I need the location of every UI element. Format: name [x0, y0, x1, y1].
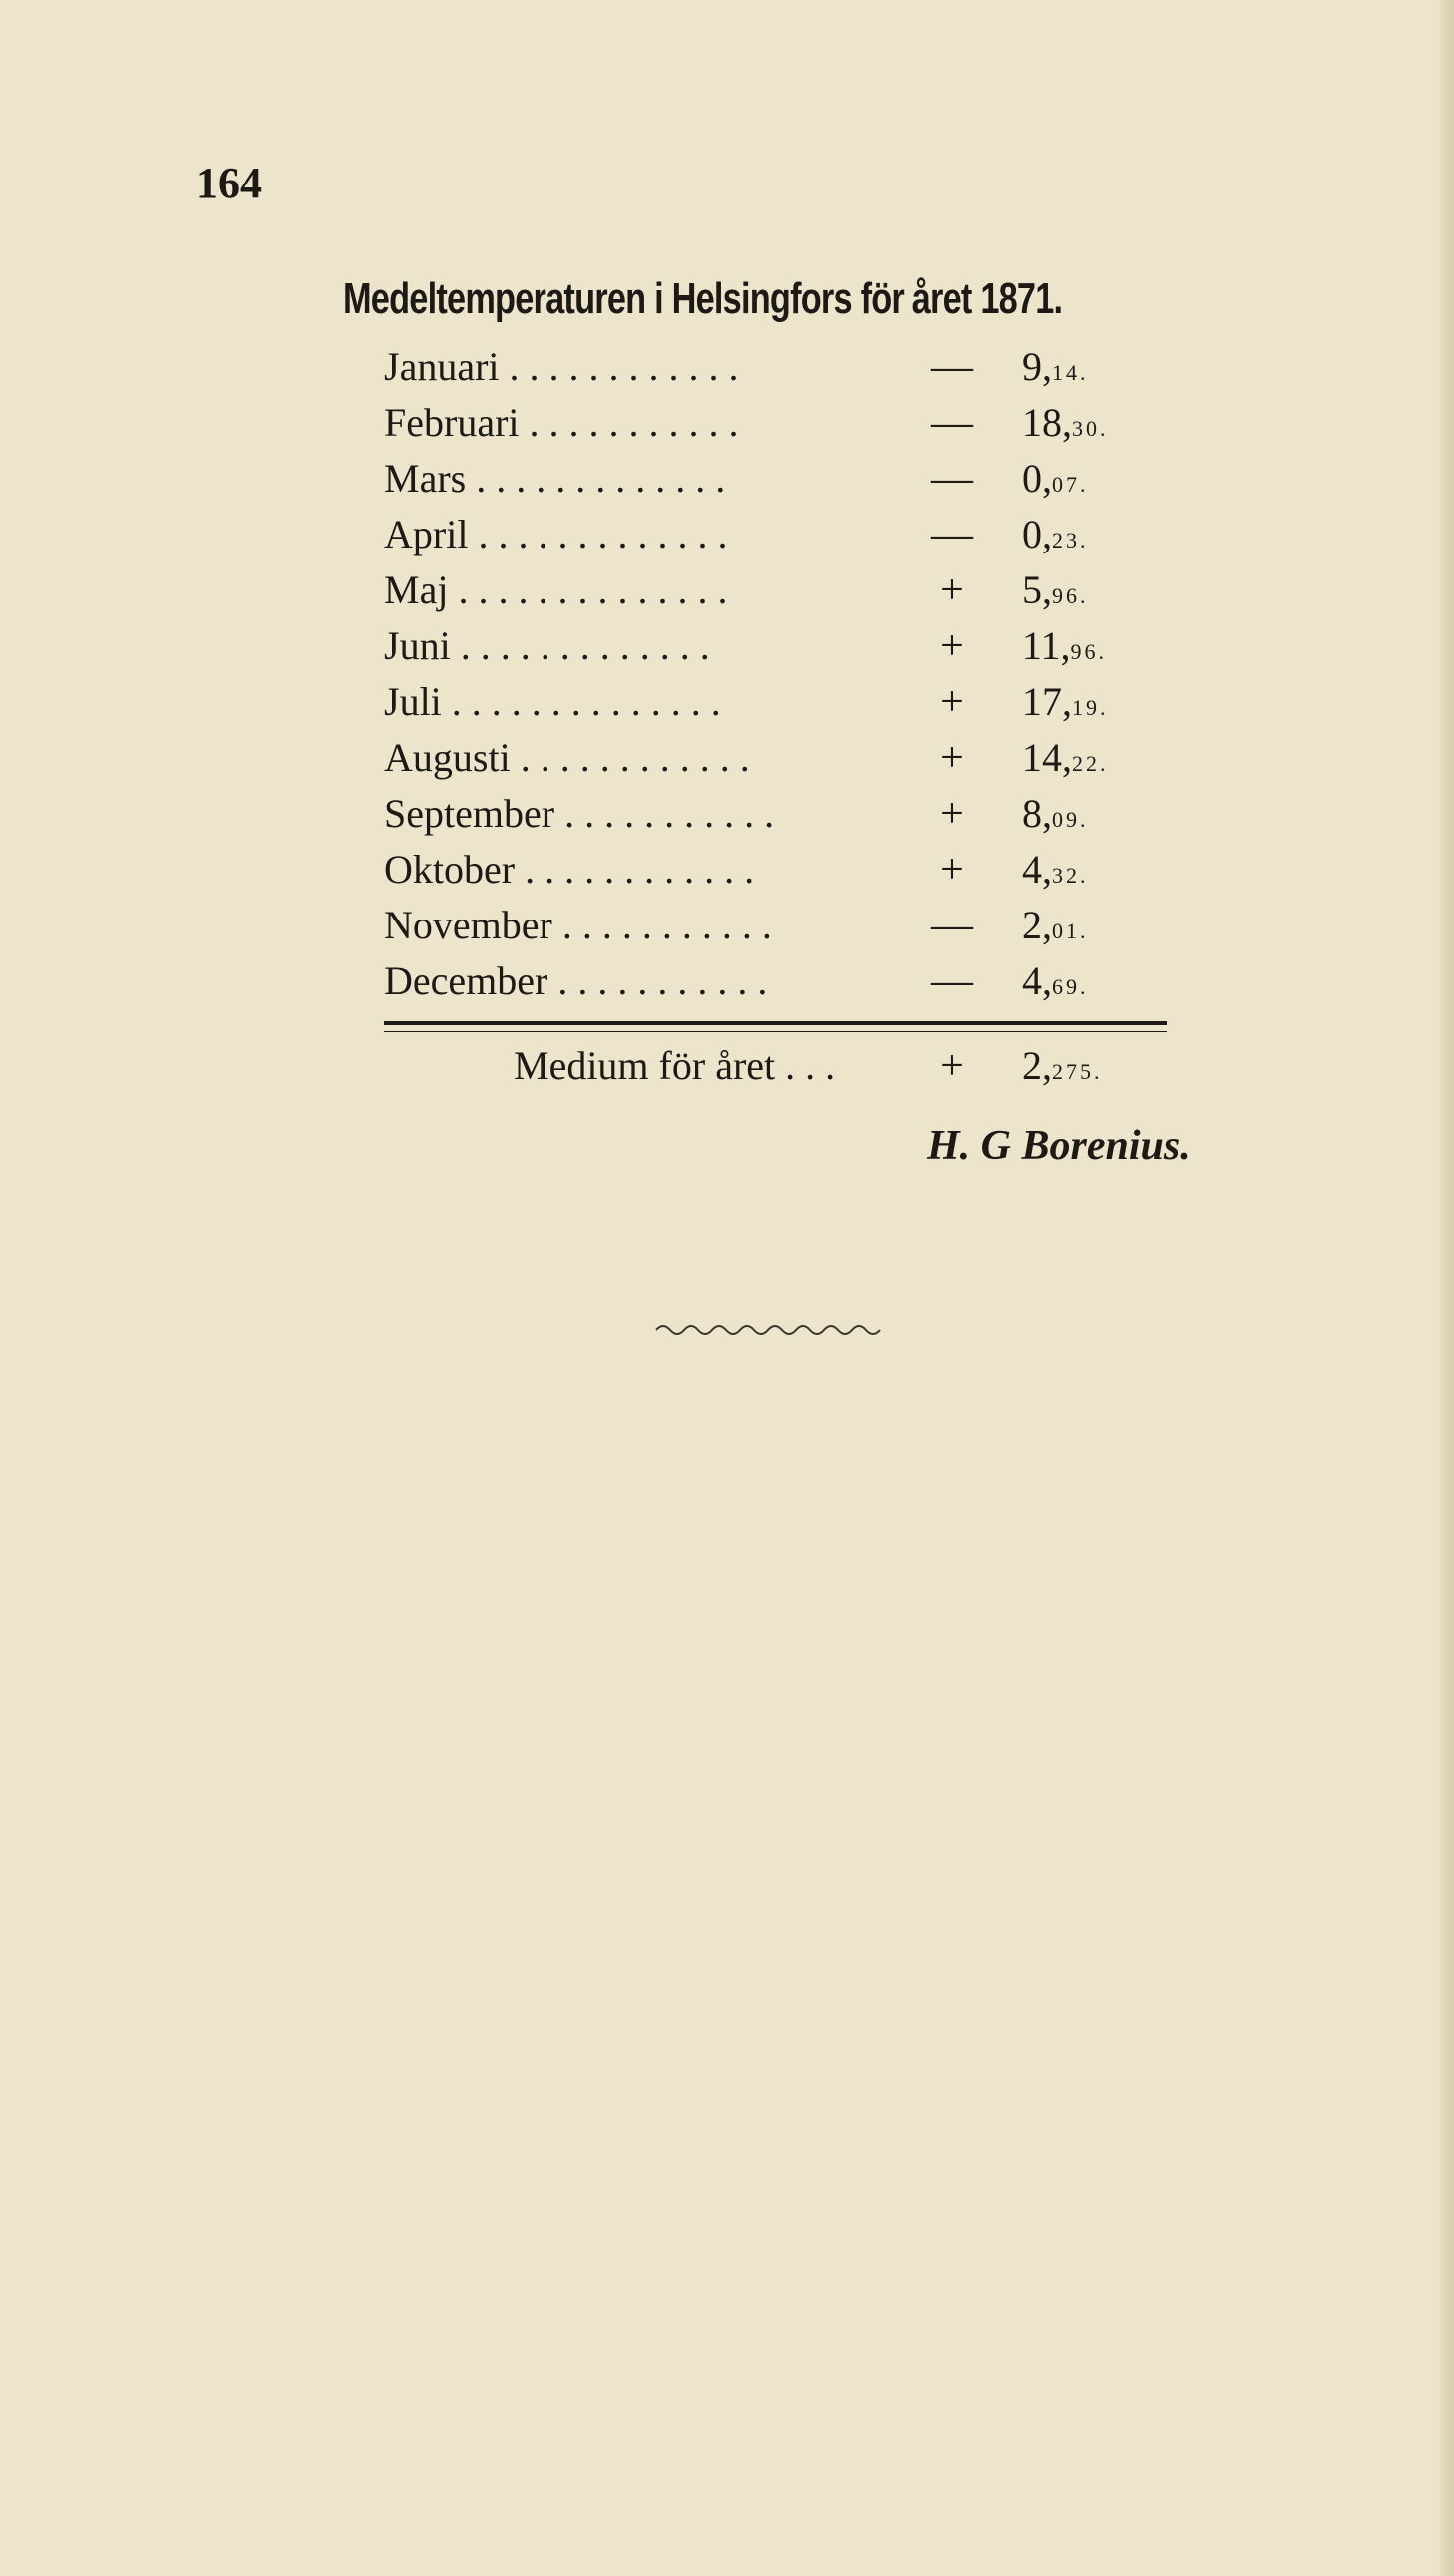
leader-dots: . . . . . . . . . . . . . .	[448, 567, 728, 612]
month-label: November	[384, 903, 552, 947]
sign: —	[931, 958, 973, 1004]
signature: H. G Borenius.	[927, 1123, 1191, 1169]
leader-dots: . . . . . . . . . . . . .	[468, 512, 728, 556]
table-row	[384, 953, 1192, 1009]
leader-dots: . . . . . . . . . . . .	[499, 344, 739, 389]
wave-ornament-icon	[654, 1318, 884, 1342]
sign: —	[931, 903, 973, 948]
month-label: Mars	[384, 456, 467, 501]
sign: +	[940, 679, 964, 725]
month-label: Maj	[384, 567, 449, 612]
leader-dots: . . . . . . . . . . .	[551, 903, 772, 947]
leader-dots: . . . . . . . . . . . . .	[450, 623, 710, 668]
value: 4,69.	[1022, 958, 1089, 1003]
month-label: April	[384, 512, 469, 556]
table-row	[384, 674, 1192, 730]
summary-value: 2,275.	[1022, 1043, 1103, 1088]
month-label: Februari	[384, 400, 520, 445]
value: 17,19.	[1022, 679, 1109, 724]
summary-rule	[384, 1021, 1167, 1032]
leader-dots: . . . . . . . . . . .	[519, 400, 739, 445]
value: 14,22.	[1022, 735, 1109, 780]
month-label: Augusti	[384, 735, 511, 780]
leader-dots: . . . . . . . . . . . . . .	[441, 679, 721, 724]
summary-sign: +	[940, 1043, 964, 1089]
leader-dots: . . . . . . . . . . . .	[510, 735, 750, 780]
month-label: December	[384, 958, 548, 1003]
month-label: Januari	[384, 344, 500, 389]
table-row	[384, 395, 1192, 451]
summary-row	[384, 1038, 1192, 1094]
sign: —	[931, 400, 973, 446]
table-row	[384, 507, 1192, 562]
sign: —	[931, 512, 973, 557]
sign: +	[940, 735, 964, 781]
sign: +	[940, 791, 964, 837]
sign: —	[931, 456, 973, 502]
value: 0,07.	[1022, 456, 1089, 501]
wave-ornament	[654, 1318, 884, 1347]
temperature-table	[384, 339, 1192, 1094]
leader-dots: . . . . . . . . . . . . .	[466, 456, 726, 501]
table-row	[384, 898, 1192, 953]
value: 9,14.	[1022, 344, 1089, 389]
value: 5,96.	[1022, 567, 1089, 612]
sign: +	[940, 623, 964, 669]
table-row	[384, 786, 1192, 842]
page-number: 164	[196, 159, 262, 207]
summary-label: Medium för året . . .	[514, 1043, 836, 1088]
sign: +	[940, 847, 964, 893]
leader-dots: . . . . . . . . . . .	[554, 791, 775, 836]
leader-dots: . . . . . . . . . . . .	[515, 847, 755, 892]
value: 0,23.	[1022, 512, 1089, 556]
month-label: Juli	[384, 679, 442, 724]
value: 4,32.	[1022, 847, 1089, 892]
table-row	[384, 562, 1192, 618]
table-row	[384, 618, 1192, 674]
leader-dots: . . . . . . . . . . .	[547, 958, 768, 1003]
sign: +	[940, 567, 964, 613]
month-label: Juni	[384, 623, 451, 668]
value: 2,01.	[1022, 903, 1089, 947]
table-row	[384, 339, 1192, 395]
value: 18,30.	[1022, 400, 1109, 445]
table-row	[384, 842, 1192, 898]
table-row	[384, 451, 1192, 507]
table-row	[384, 730, 1192, 786]
page-edge	[1440, 0, 1454, 2576]
value: 11,96.	[1022, 623, 1108, 668]
month-label: September	[384, 791, 555, 836]
month-label: Oktober	[384, 847, 516, 892]
page-title: Medeltemperaturen i Helsingfors för året 1871.	[343, 274, 1063, 323]
sign: —	[931, 344, 973, 390]
value: 8,09.	[1022, 791, 1089, 836]
